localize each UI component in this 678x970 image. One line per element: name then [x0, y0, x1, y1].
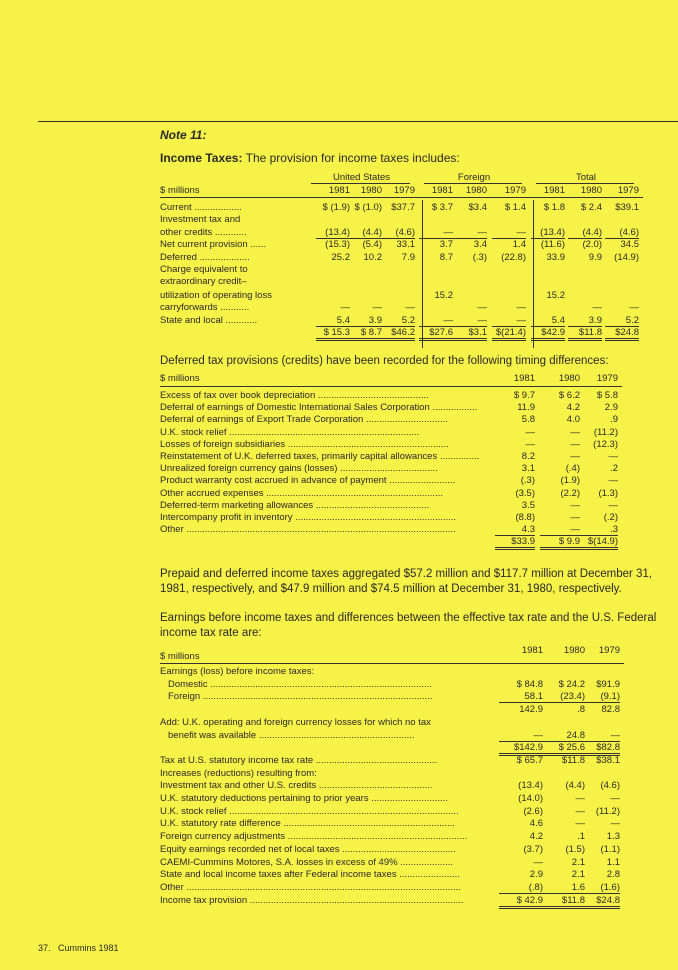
group-underline	[536, 183, 634, 184]
group-underline	[424, 183, 522, 184]
table-cell: —	[592, 302, 602, 314]
year-header: 1981	[521, 645, 543, 656]
table-cell: —	[499, 730, 543, 742]
table-cell: —	[608, 475, 618, 487]
year-header: 1981	[328, 185, 350, 196]
prepaid-paragraph: Prepaid and deferred income taxes aggregated $57.2 million and $117.7 million at December 31, 1981, respectively, and $47.9 million and $74.5 million at December 31, 1980, respectively.	[160, 568, 653, 595]
table-row-label: Unrealized foreign currency gains (losses) .....................................	[160, 463, 438, 475]
table-cell: —	[492, 227, 526, 239]
table-cell: 1.3	[606, 831, 620, 843]
table-cell: (3.7)	[523, 843, 543, 855]
top-rule	[38, 121, 678, 122]
section-heading: Income Taxes:	[160, 151, 243, 165]
table-cell: 25.2	[331, 251, 350, 263]
group-underline	[311, 183, 410, 184]
table-cell: 15.2	[434, 289, 453, 301]
table-cell: —	[540, 524, 580, 536]
table-cell: —	[608, 499, 618, 511]
table-cell: $91.9	[596, 678, 620, 690]
table-cell: 2.1	[571, 869, 585, 881]
table-cell: $ 15.3	[316, 327, 350, 341]
table-cell: $ 3.7	[431, 202, 453, 213]
table-row-label: Foreign .......................................................................................	[168, 691, 433, 703]
table-cell: 3.7	[439, 239, 453, 251]
table-cell: (2.6)	[523, 805, 543, 817]
table-cell: (5.4)	[362, 239, 382, 251]
table-row-label: Current ..................	[160, 202, 242, 213]
unit-label: $ millions	[160, 185, 200, 196]
table-cell: 5.4	[531, 315, 565, 327]
table-row-label: Equity earnings recorded net of local taxes ...........................................	[160, 843, 456, 855]
table-cell: $ 5.8	[596, 390, 618, 401]
table-cell: $(21.4)	[492, 327, 526, 341]
table-cell: (1.3)	[598, 487, 618, 499]
year-header: 1981	[543, 185, 565, 196]
table-cell: —	[372, 302, 382, 314]
table-cell: 3.5	[521, 499, 535, 511]
table-cell: $ 6.2	[558, 390, 580, 401]
header-rule	[160, 386, 622, 387]
table-row-label: Add: U.K. operating and foreign currency losses for which no tax	[160, 716, 431, 728]
table-cell: $ 24.2	[558, 678, 585, 690]
table-row-label: Deferred ...................	[160, 251, 250, 263]
table-row-label: benefit was available ...........................................................	[168, 729, 415, 741]
table-cell: $ 42.9	[499, 895, 543, 909]
note-title: Note 11:	[160, 128, 207, 142]
year-header: 1980	[360, 185, 382, 196]
table-cell: —	[576, 730, 620, 742]
table-cell: (4.4)	[568, 227, 602, 239]
table-cell: —	[570, 438, 580, 450]
table-row-label: Foreign currency adjustments ....................................................................	[160, 831, 468, 843]
table-cell: (4.4)	[348, 227, 382, 239]
table-row-label: Investment tax and	[160, 214, 241, 226]
table-cell: 10.2	[363, 251, 382, 263]
table-row-label: Net current provision ......	[160, 239, 267, 251]
table-cell: 5.4	[316, 315, 350, 327]
table-cell: (1.6)	[576, 882, 620, 894]
table-cell: $ 9.7	[513, 390, 535, 401]
table-cell: $ 8.7	[348, 327, 382, 341]
table-cell: 4.3	[495, 524, 535, 536]
table-cell: 11.9	[517, 402, 535, 414]
year-header: 1980	[465, 185, 487, 196]
table-cell: $27.6	[419, 327, 453, 341]
footer	[38, 943, 119, 953]
table-cell: (4.6)	[381, 227, 415, 239]
table-cell: —	[419, 227, 453, 239]
table-cell: $24.8	[576, 895, 620, 909]
year-header: 1980	[563, 645, 585, 656]
table-row-label: Deferred-term marketing allowances ...........................................	[160, 499, 430, 511]
table-cell: (15.3)	[325, 239, 350, 251]
table-cell: 8.2	[521, 451, 535, 462]
table-cell: $11.8	[568, 327, 602, 341]
table-row-label: Losses of foreign subsidiaries .............................................................	[160, 438, 449, 450]
table-row-label: Other accrued expenses ...................................................................	[160, 487, 443, 499]
table-cell: (13.4)	[518, 780, 543, 792]
table-cell: 4.2	[566, 402, 580, 414]
table-cell: —	[575, 805, 585, 817]
table-row-label: extraordinary credit–	[160, 276, 247, 288]
header-rule	[160, 197, 643, 198]
table-cell: —	[575, 818, 585, 830]
table-cell: (12.3)	[593, 438, 618, 450]
table-cell: 1.4	[512, 239, 526, 251]
year-header: 1981	[431, 185, 453, 196]
table-cell: —	[453, 227, 487, 239]
year-header: 1980	[558, 373, 580, 384]
table-row-label: Excess of tax over book depreciation ..........................................	[160, 390, 429, 401]
page-number: 37.	[38, 943, 51, 953]
table-cell: $82.8	[576, 742, 620, 756]
table-cell: (.2)	[603, 512, 618, 523]
table-cell: —	[610, 818, 620, 830]
table-cell: .1	[577, 831, 585, 843]
table-cell: —	[477, 302, 487, 314]
table-cell: $3.1	[453, 327, 487, 341]
table-cell: (11.2)	[593, 426, 618, 438]
table-cell: —	[575, 793, 585, 804]
table-row-label: U.K. statutory rate difference .................................................................	[160, 818, 455, 830]
table-cell: (13.4)	[316, 227, 350, 239]
section-intro	[160, 151, 460, 165]
year-header: 1981	[513, 373, 535, 384]
table-row-label: Other ......................................................................................................	[160, 524, 456, 536]
table-cell: 2.9	[604, 402, 618, 414]
table-cell: (4.6)	[605, 227, 639, 239]
table-cell: 3.9	[348, 315, 382, 327]
table-cell: —	[340, 302, 350, 314]
column-group-header: Foreign	[457, 172, 491, 183]
table-cell: —	[533, 856, 543, 868]
table-cell: 1.1	[606, 856, 620, 868]
table-cell: $39.1	[615, 202, 639, 213]
table-cell: (.4)	[565, 463, 580, 475]
table-cell: 9.9	[588, 251, 602, 263]
table-cell: $ 9.9	[540, 536, 580, 550]
table-cell: 3.1	[521, 463, 535, 475]
table-cell: .2	[610, 463, 618, 475]
table-cell: —	[516, 302, 526, 314]
table-cell: 24.8	[541, 730, 585, 742]
table-cell: (14.9)	[614, 251, 639, 263]
table-cell: $11.8	[561, 754, 585, 766]
table-cell: 8.7	[439, 251, 453, 263]
table-cell: $11.8	[541, 895, 585, 909]
table-cell: —	[629, 302, 639, 314]
table-cell: (.8)	[499, 882, 543, 894]
unit-label: $ millions	[160, 651, 200, 662]
table-row-label: Charge equivalent to	[160, 264, 248, 275]
table-cell: (.3)	[520, 475, 535, 487]
table-cell: (4.4)	[565, 780, 585, 792]
table-row-label: CAEMI-Cummins Motores, S.A. losses in excess of 49% ....................	[160, 856, 454, 868]
table-cell: (9.1)	[576, 691, 620, 703]
table-cell: (1.1)	[600, 843, 620, 855]
table-row-label: Tax at U.S. statutory income tax rate ..............................................	[160, 754, 438, 766]
table-cell: 33.9	[546, 251, 565, 263]
table-row-label: U.K. statutory deductions pertaining to prior years .............................	[160, 793, 448, 804]
table-cell: —	[570, 512, 580, 523]
table-cell: 2.9	[529, 869, 543, 881]
table-row-label: Deferral of earnings of Export Trade Corporation ...............................	[160, 414, 448, 426]
table-cell: (14.0)	[518, 793, 543, 804]
table-row-label: Deferral of earnings of Domestic International Sales Corporation .................	[160, 402, 478, 414]
table-cell: (.3)	[472, 251, 487, 263]
year-header: 1980	[580, 185, 602, 196]
table-cell: 33.1	[396, 239, 415, 251]
table-cell: (11.2)	[595, 805, 620, 817]
earnings-paragraph: Earnings before income taxes and differences between the effective tax rate and the U.S. Federal income tax rate are:	[160, 612, 657, 639]
table-cell: (3.5)	[515, 487, 535, 499]
table-cell: $142.9	[499, 742, 543, 756]
table-cell: (2.0)	[582, 239, 602, 251]
table-cell: $ 25.6	[541, 742, 585, 756]
table-row-label: Domestic ....................................................................................	[168, 678, 432, 690]
table-cell: 4.0	[566, 414, 580, 426]
table-cell: 4.2	[529, 831, 543, 843]
table-cell: —	[525, 426, 535, 438]
table-row-label: Investment tax and other U.S. credits ...........................................	[160, 780, 433, 792]
table-cell: $3.4	[468, 202, 487, 213]
table-cell: 5.2	[605, 315, 639, 327]
table-cell: —	[610, 793, 620, 804]
table-row-label: U.K. stock relief ........................................................................	[160, 426, 420, 438]
deferred-paragraph: Deferred tax provisions (credits) have been recorded for the following timing differences:	[160, 355, 609, 367]
table-cell: 3.4	[473, 239, 487, 251]
intro-text: The provision for income taxes includes:	[245, 151, 460, 165]
table-cell: $42.9	[531, 327, 565, 341]
table-cell: —	[419, 315, 453, 327]
table-cell: 5.2	[381, 315, 415, 327]
table-cell: (1.5)	[565, 843, 585, 855]
table-cell: $ 84.8	[516, 678, 543, 690]
table-cell: (8.8)	[515, 512, 535, 523]
table-cell: $ 65.7	[516, 754, 543, 766]
table-cell: 34.5	[620, 239, 639, 251]
table-cell: $ 1.4	[504, 202, 526, 213]
company-name: Cummins 1981	[58, 943, 119, 953]
table-row-label: carryforwards ...........	[160, 302, 250, 314]
column-group-header: Total	[575, 172, 597, 183]
table-cell: (23.4)	[541, 691, 585, 703]
table-row-label: Earnings (loss) before income taxes:	[160, 666, 315, 677]
year-header: 1979	[598, 645, 620, 656]
table-row-label: Other ........................................................................................................	[160, 881, 461, 893]
table-row-label: other credits ............	[160, 226, 247, 238]
unit-label: $ millions	[160, 373, 200, 384]
table-cell: —	[492, 315, 526, 327]
table-cell: (11.6)	[540, 239, 565, 251]
table-cell: 5.8	[521, 414, 535, 426]
table-row-label: Income tax provision .................................................................................	[160, 894, 464, 906]
table-cell: (4.6)	[600, 780, 620, 792]
table-cell: 142.9	[519, 704, 543, 716]
year-header: 1979	[393, 185, 415, 196]
table-cell: 2.8	[606, 869, 620, 881]
table-row-label: State and local income taxes after Federal income taxes .......................	[160, 869, 460, 881]
header-rule	[160, 663, 624, 664]
table-cell: .9	[610, 414, 618, 426]
table-row-label: utilization of operating loss	[160, 289, 272, 301]
table-cell: —	[570, 451, 580, 462]
table-cell: $46.2	[381, 327, 415, 341]
table-cell: $(14.9)	[578, 536, 618, 550]
table-cell: $ 2.4	[580, 202, 602, 213]
year-header: 1979	[504, 185, 526, 196]
table-cell: 58.1	[499, 691, 543, 703]
table-cell: (22.8)	[501, 251, 526, 263]
table-cell: 1.6	[541, 882, 585, 894]
table-cell: $ (1.9)	[322, 202, 350, 213]
table-cell: $37.7	[391, 202, 415, 213]
table-cell: $33.9	[495, 536, 535, 550]
table-cell: $24.8	[605, 327, 639, 341]
table-cell: —	[453, 315, 487, 327]
table-row-label: U.K. stock relief .......................................................................................	[160, 805, 459, 817]
year-header: 1979	[617, 185, 639, 196]
table-cell: —	[570, 426, 580, 438]
table-cell: 2.1	[571, 856, 585, 868]
table-row-label: Product warranty cost accrued in advance of payment .........................	[160, 475, 456, 487]
table-cell: .3	[578, 524, 618, 536]
table-cell: (13.4)	[531, 227, 565, 239]
table-cell: —	[608, 451, 618, 462]
table-cell: 4.6	[529, 818, 543, 830]
table-cell: (2.2)	[560, 487, 580, 499]
table-cell: —	[525, 438, 535, 450]
table-cell: $ 1.8	[543, 202, 565, 213]
table-cell: $ (1.0)	[354, 202, 382, 213]
table-row-label: State and local ............	[160, 314, 258, 326]
year-header: 1979	[596, 373, 618, 384]
table-cell: 3.9	[568, 315, 602, 327]
table-row-label: Intercompany profit in inventory .............................................................	[160, 512, 457, 523]
table-cell: .8	[577, 704, 585, 716]
table-cell: 82.8	[601, 704, 620, 716]
table-cell: (1.9)	[560, 475, 580, 487]
table-row-label: Reinstatement of U.K. deferred taxes, primarily capital allowances ...............	[160, 451, 480, 462]
table-row-label: Increases (reductions) resulting from:	[160, 767, 317, 779]
column-group-header: United States	[332, 172, 391, 183]
table-cell: —	[570, 499, 580, 511]
table-cell: $38.1	[596, 754, 620, 766]
table-cell: 15.2	[546, 289, 565, 301]
table-cell: —	[405, 302, 415, 314]
table-cell: 7.9	[401, 251, 415, 263]
